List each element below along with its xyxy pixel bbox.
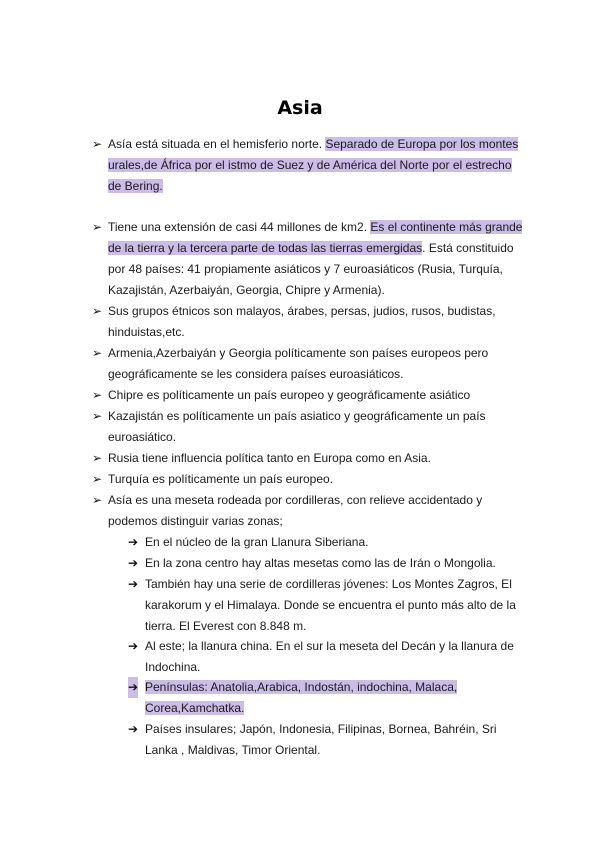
- text-line: Indochina.: [145, 660, 201, 674]
- bullet-arrow-icon: ➢: [92, 346, 103, 360]
- bullet-arrow-icon: ➢: [92, 304, 103, 318]
- bullet-arrow-icon: ➢: [92, 409, 103, 423]
- text-line: karakorum y el Himalaya. Donde se encuentra el punto más alto de la: [145, 598, 516, 612]
- highlighted-text: de la tierra y la tercera parte de todas las tierras emergidas: [108, 241, 423, 255]
- arrow-right-icon: ➔: [128, 722, 139, 736]
- bullet-arrow-icon: ➢: [92, 472, 103, 486]
- highlighted-text: Corea,Kamchatka.: [145, 701, 245, 715]
- page-title: Asia: [277, 97, 323, 119]
- text-line: euroasiático.: [108, 430, 177, 444]
- bullet-arrow-icon: ➢: [92, 137, 103, 151]
- highlighted-text: Separado de Europa por los montes: [325, 137, 519, 151]
- text-line: En la zona centro hay altas mesetas como las de Irán o Mongolia.: [145, 556, 496, 570]
- bullet-arrow-icon: ➢: [92, 388, 103, 402]
- text-segment: por 48 países: 41 propiamente asiáticos y 7 euroasiáticos (Rusia, Turquía,: [108, 262, 503, 276]
- text-line: hinduistas,etc.: [108, 325, 185, 339]
- arrow-right-icon: ➔: [128, 577, 139, 591]
- highlighted-text: Penínsulas: Anatolia,Arabica, Indostán, indochina, Malaca,: [145, 680, 458, 694]
- text-line: En el núcleo de la gran Llanura Siberiana.: [145, 535, 369, 549]
- highlighted-text: Es el continente más grande: [370, 220, 523, 234]
- arrow-right-icon: ➔: [128, 639, 139, 653]
- text-line: tierra. El Everest con 8.848 m.: [145, 619, 307, 633]
- text-segment: Asía está situada en el hemisferio norte.: [108, 137, 326, 151]
- text-line: Al este; la llanura china. En el sur la meseta del Decán y la llanura de: [145, 639, 514, 653]
- text-line: Kazajistán es políticamente un país asiatico y geográficamente un país: [108, 409, 486, 423]
- bullet-arrow-icon: ➢: [92, 220, 103, 234]
- text-segment: . Está constituido: [422, 241, 514, 255]
- text-line: Armenia,Azerbaiyán y Georgia políticamente son países europeos pero: [108, 346, 489, 360]
- highlighted-text: de Bering.: [108, 179, 163, 193]
- text-line: Asía es una meseta rodeada por cordilleras, con relieve accidentado y: [108, 493, 483, 507]
- bullet-arrow-icon: ➢: [92, 493, 103, 507]
- text-line: Rusia tiene influencia política tanto en Europa como en Asia.: [108, 451, 431, 465]
- text-line: Chipre es políticamente un país europeo y geográficamente asiático: [108, 388, 471, 402]
- text-line: Lanka , Maldivas, Timor Oriental.: [145, 743, 321, 757]
- text-segment: Tiene una extensión de casi 44 millones de km2.: [108, 220, 371, 234]
- bullet-arrow-icon: ➢: [92, 451, 103, 465]
- text-segment: Kazajistán, Azerbaiyán, Georgia, Chipre y Armenia).: [108, 283, 385, 297]
- highlighted-text: urales,de África por el istmo de Suez y de América del Norte por el estrecho: [108, 158, 512, 172]
- arrow-right-icon: ➔: [128, 677, 138, 698]
- text-line: Sus grupos étnicos son malayos, árabes, persas, judios, rusos, budistas,: [108, 304, 496, 318]
- arrow-right-icon: ➔: [128, 556, 139, 570]
- text-line: Países insulares; Japón, Indonesia, Filipinas, Bornea, Bahréin, Sri: [145, 722, 497, 736]
- text-line: geográficamente se les considera países euroasiáticos.: [108, 367, 404, 381]
- arrow-right-icon: ➔: [128, 535, 139, 549]
- text-line: También hay una serie de cordilleras jóvenes: Los Montes Zagros, El: [145, 577, 512, 591]
- text-line: podemos distinguir varias zonas;: [108, 514, 283, 528]
- text-line: Turquía es políticamente un país europeo.: [108, 472, 334, 486]
